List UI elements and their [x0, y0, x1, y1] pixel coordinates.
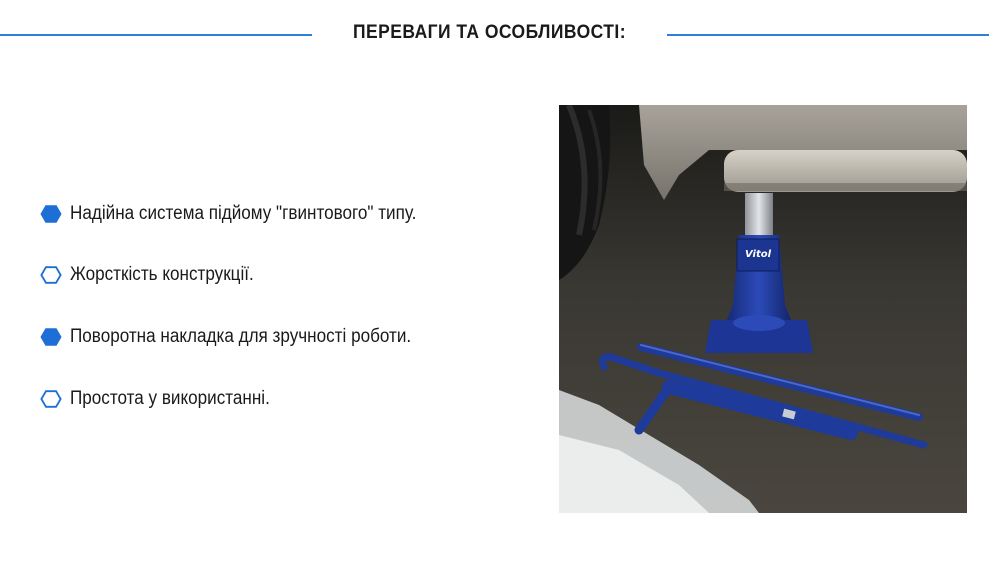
feature-item [40, 388, 292, 410]
feature-label: Жорсткість конструкції. [70, 264, 254, 285]
brand-logo: Vitol [744, 249, 772, 260]
hexagon-outline-icon [40, 264, 62, 286]
hexagon-filled-icon [40, 326, 62, 348]
feature-item [40, 264, 274, 286]
feature-label: Надійна система підйому "гвинтового" типу. [70, 203, 417, 224]
hexagon-filled-icon [40, 203, 62, 225]
header-line-right [667, 34, 989, 36]
hexagon-outline-icon [40, 388, 62, 410]
header-line-left [0, 34, 312, 36]
section-title: ПЕРЕВАГИ ТА ОСОБЛИВОСТІ: [352, 22, 627, 43]
feature-item [40, 203, 455, 225]
feature-label: Простота у використанні. [70, 388, 270, 409]
product-photo [559, 105, 967, 513]
feature-label: Поворотна накладка для зручності роботи. [70, 326, 412, 347]
feature-item [40, 326, 449, 348]
bottle-jack-illustration [559, 105, 967, 513]
